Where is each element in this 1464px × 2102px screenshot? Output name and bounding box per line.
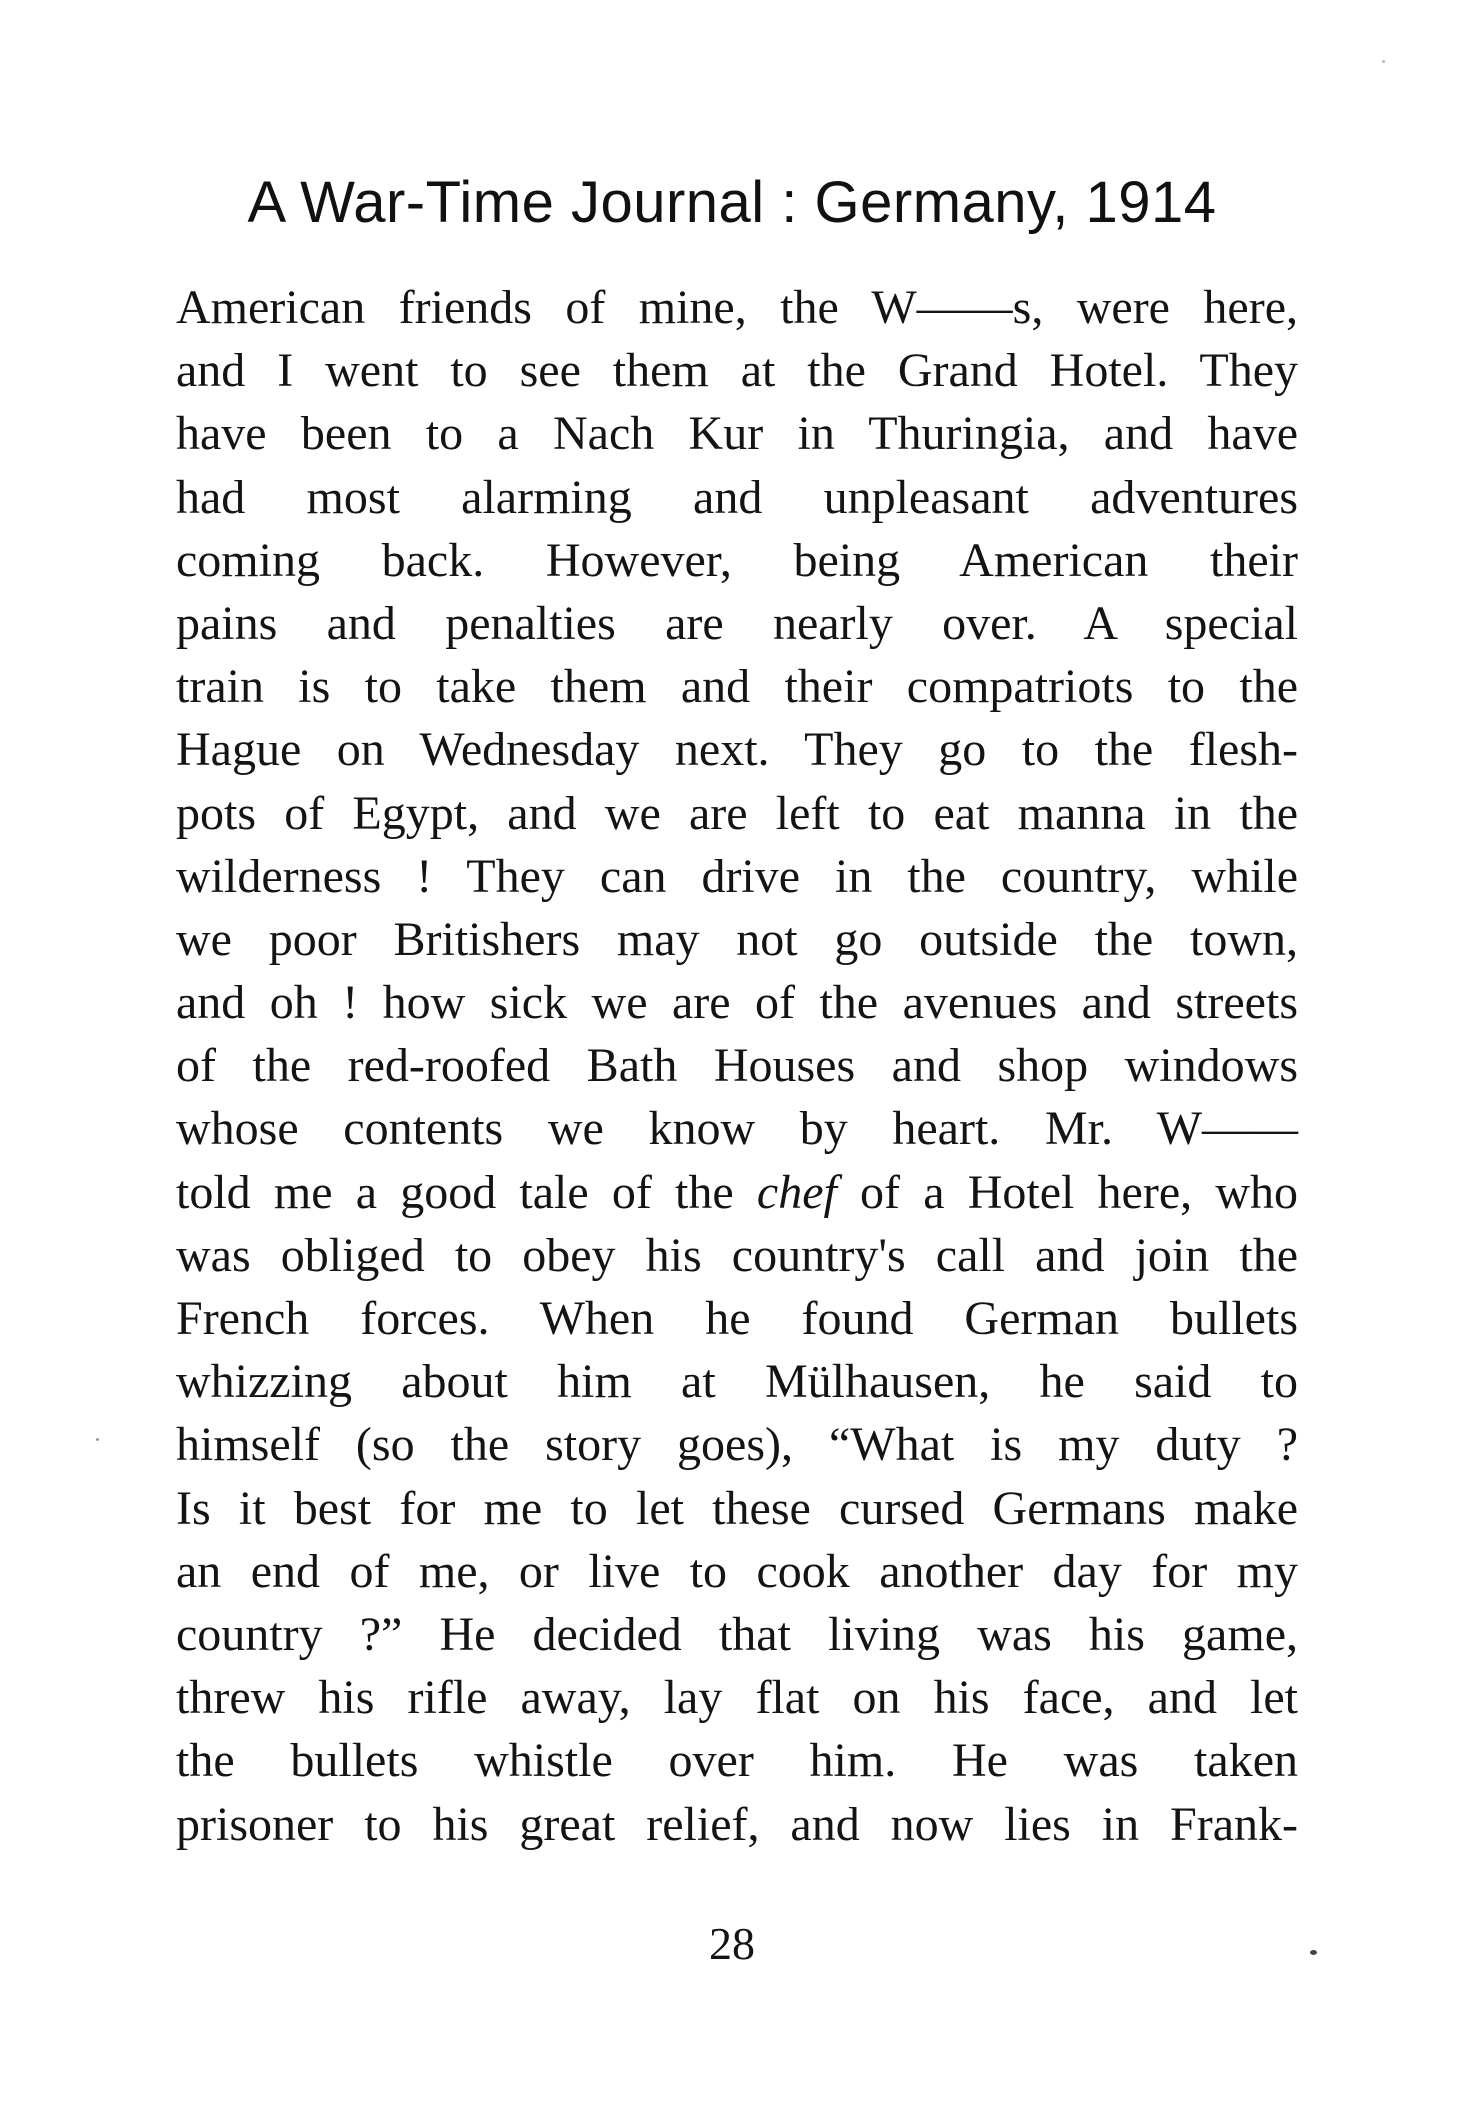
ink-speck bbox=[1310, 1950, 1317, 1955]
text-line: country ?” He decided that living was his game, bbox=[176, 1607, 1298, 1661]
text-line: was obliged to obey his country's call and join the bbox=[176, 1228, 1298, 1282]
text-line: coming back. However, being American their bbox=[176, 533, 1298, 587]
text-line: train is to take them and their compatriots to the bbox=[176, 660, 1298, 714]
text-line: Hague on Wednesday next. They go to the flesh- bbox=[176, 723, 1298, 777]
text-line: pains and penalties are nearly over. A special bbox=[176, 596, 1298, 650]
text-line-chef bbox=[176, 1161, 1298, 1224]
page-number: 28 bbox=[709, 1918, 755, 1969]
chef-line-after: of a Hotel here, who bbox=[836, 1165, 1299, 1219]
text-line: American friends of mine, the W——s, were here, bbox=[176, 281, 1298, 334]
text-line: and I went to see them at the Grand Hotel. They bbox=[176, 344, 1298, 398]
ink-speck bbox=[1382, 60, 1385, 63]
running-head: A War-Time Journal : Germany, 1914 bbox=[247, 170, 1217, 235]
text-line: have been to a Nach Kur in Thuringia, and have bbox=[176, 407, 1298, 461]
chef-italic: chef bbox=[756, 1165, 837, 1219]
text-line: pots of Egypt, and we are left to eat manna in the bbox=[176, 786, 1298, 840]
ink-speck bbox=[96, 1438, 99, 1441]
text-line: we poor Britishers may not go outside the town, bbox=[176, 912, 1298, 966]
text-line: threw his rifle away, lay flat on his face, and let bbox=[176, 1671, 1298, 1725]
text-line: had most alarming and unpleasant adventures bbox=[176, 470, 1298, 524]
text-line: and oh ! how sick we are of the avenues and streets bbox=[176, 976, 1298, 1030]
chef-line-before: told me a good tale of the bbox=[176, 1165, 757, 1219]
text-line: whose contents we know by heart. Mr. W—— bbox=[176, 1102, 1298, 1156]
text-line: whizzing about him at Mülhausen, he said to bbox=[176, 1355, 1298, 1409]
text-line: prisoner to his great relief, and now lies in Frank- bbox=[176, 1797, 1298, 1851]
text-line: an end of me, or live to cook another day for my bbox=[176, 1544, 1298, 1598]
text-line: Is it best for me to let these cursed Germans make bbox=[176, 1481, 1298, 1535]
body-text bbox=[176, 276, 1298, 1856]
text-line: the bullets whistle over him. He was taken bbox=[176, 1734, 1298, 1788]
text-line: himself (so the story goes), “What is my duty ? bbox=[176, 1418, 1298, 1472]
text-line: French forces. When he found German bullets bbox=[176, 1292, 1298, 1345]
text-line: of the red-roofed Bath Houses and shop windows bbox=[176, 1039, 1298, 1093]
text-line: wilderness ! They can drive in the country, while bbox=[176, 849, 1298, 903]
